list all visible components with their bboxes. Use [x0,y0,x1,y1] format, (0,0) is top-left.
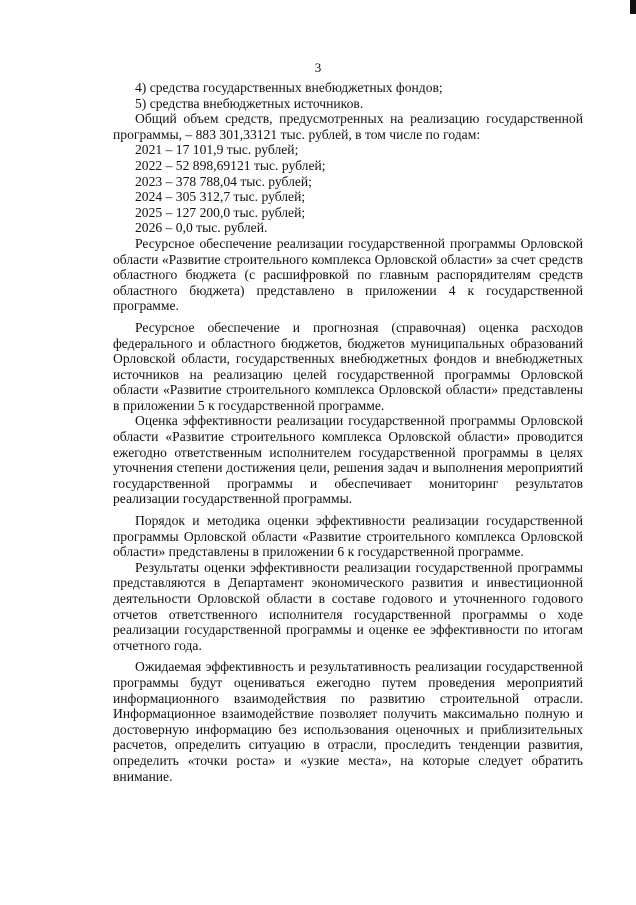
paragraph-resource-regional: Ресурсное обеспечение реализации государственной программы Орловской области «Развитие строительного комплекса Орловской области» за счет средств областного бюджета (с расшифровкой по главным распорядителям средств областного бюджета) представлено в приложении 4 к государственной программе. [113,235,583,314]
paragraph-evaluation-results: Результаты оценки эффективности реализации государственной программы представляются в Департамент экономического развития и инвестиционной деятельности Орловской области в составе годового и уточненного годового отчетов ответственного исполнителя государственной программы о ходе реализации государственной программы и оценке ее эффективности по итогам отчетного года. [113,559,583,653]
year-funding-line: 2021 – 17 101,9 тыс. рублей; [135,142,299,158]
page-body [113,80,583,784]
page-number: 3 [314,60,322,75]
year-funding-line: 2023 – 378 788,04 тыс. рублей; [135,173,312,189]
list-item: 4) средства государственных внебюджетных фондов; [135,80,443,95]
year-funding-line: 2025 – 127 200,0 тыс. рублей; [135,204,306,220]
paragraph-expected-efficiency: Ожидаемая эффективность и результативность реализации государственной программы будут оцениваться ежегодно путем проведения мероприятий информационного взаимодействия по развитию строительной отрасли. Информационное взаимодействие позволяет получить максимально полную и достоверную информацию без использования оценочных и приблизительных расчетов, определить ситуацию в отрасли, проследить тенденции развития, определить «точки роста» и «узкие места», на которые следует обратить внимание. [113,659,583,784]
paragraph-efficiency-evaluation: Оценка эффективности реализации государственной программы Орловской области «Развитие строительного комплекса Орловской области» проводится ежегодно ответственным исполнителем государственной программы в целях уточнения степени достижения цели, решения задач и выполнения мероприятий государственной программы и обеспечивает мониторинг результатов реализации государственной программы. [113,413,583,507]
list-item: 5) средства внебюджетных источников. [135,95,364,111]
paragraph-resource-forecast: Ресурсное обеспечение и прогнозная (справочная) оценка расходов федерального и областного бюджетов, бюджетов муниципальных образований Орловской области, государственных внебюджетных фондов и внебюджетных источников на реализацию целей государственной программы Орловской области «Развитие строительного комплекса Орловской области» представлены в приложении 5 к государственной программе. [113,319,583,413]
year-funding-line: 2022 – 52 898,69121 тыс. рублей; [135,157,326,173]
paragraph-evaluation-method: Порядок и методика оценки эффективности реализации государственной программы Орловской области «Развитие строительного комплекса Орловской области» представлены в приложении 6 к государственной программе. [113,513,583,560]
year-funding-line: 2026 – 0,0 тыс. рублей. [135,220,268,236]
total-funding-paragraph: Общий объем средств, предусмотренных на реализацию государственной программы, – 883 301,33121 тыс. рублей, в том числе по годам: [113,111,583,142]
scan-mark [630,0,636,14]
year-funding-line: 2024 – 305 312,7 тыс. рублей; [135,189,306,205]
